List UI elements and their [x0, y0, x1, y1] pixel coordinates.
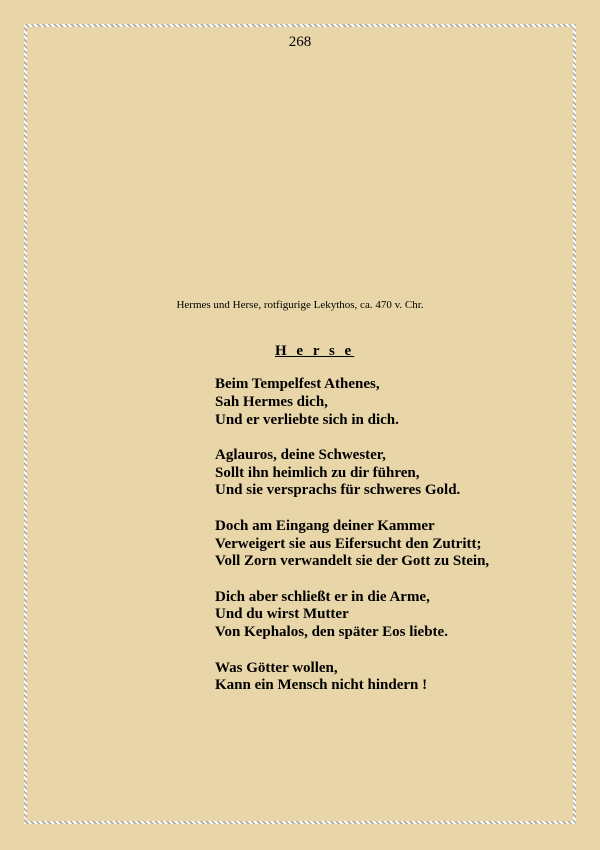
poem-line: Beim Tempelfest Athenes, — [215, 376, 380, 392]
poem-line: Und du wirst Mutter — [215, 606, 349, 623]
image-caption: Hermes und Herse, rotfigurige Lekythos, ca. 470 v. Chr. — [176, 299, 424, 311]
poem-stanza — [215, 589, 489, 642]
poem-line: Von Kephalos, den später Eos liebte. — [215, 624, 448, 641]
poem-line: Und er verliebte sich in dich. — [215, 411, 399, 428]
poem-stanza — [215, 447, 489, 500]
poem-line: Kann ein Mensch nicht hindern ! — [215, 677, 428, 694]
poem-stanza — [215, 376, 489, 429]
page-number: 268 — [288, 34, 312, 50]
poem-line: Dich aber schließt er in die Arme, — [215, 588, 430, 605]
poem-line: Und sie versprachs für schweres Gold. — [215, 482, 461, 499]
poem-line: Voll Zorn verwandelt sie der Gott zu Stein, — [215, 553, 490, 570]
poem-line: Sollt ihn heimlich zu dir führen, — [215, 464, 420, 481]
poem-line: Doch am Eingang deiner Kammer — [215, 517, 435, 534]
poem-title: H e r s e — [275, 343, 355, 359]
poem-body — [215, 376, 489, 713]
poem-line: Aglauros, deine Schwester, — [215, 446, 386, 463]
poem-line: Sah Hermes dich, — [215, 393, 328, 410]
poem-stanza — [215, 518, 489, 571]
poem-line: Was Götter wollen, — [215, 659, 338, 676]
poem-stanza — [215, 660, 489, 696]
poem-line: Verweigert sie aus Eifersucht den Zutritt; — [215, 535, 482, 552]
